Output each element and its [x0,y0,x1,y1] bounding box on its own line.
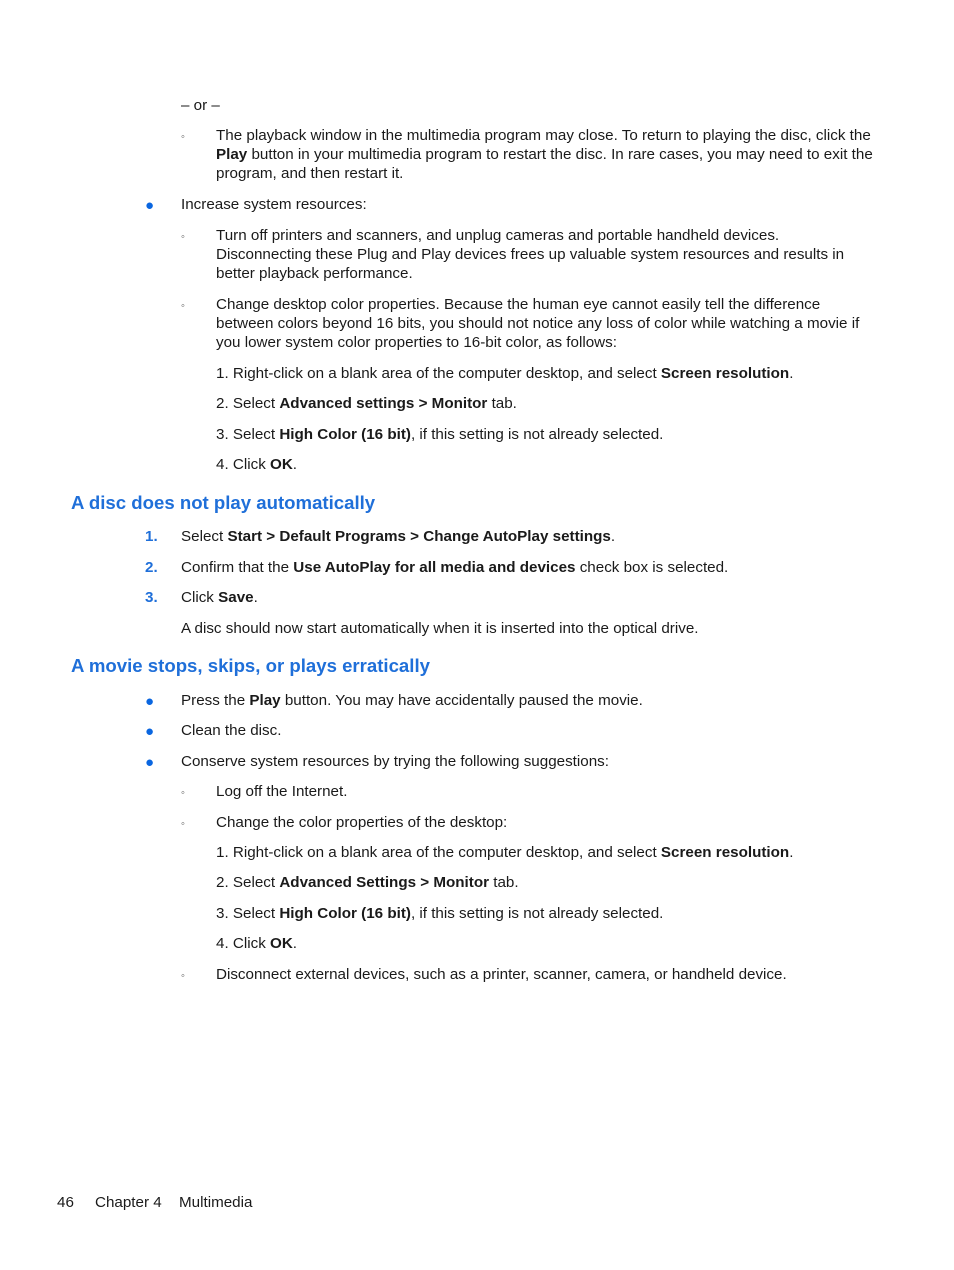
text-run: 4. Click [216,935,271,952]
text-run: , if this setting is not already selected. [410,426,664,443]
bold-run: OK [270,935,293,952]
autoplay-step-3 [181,588,258,607]
text-run: button. You may have accidentally paused the movie. [280,692,643,709]
change-color-properties-item: Change the color properties of the desktop: [216,814,508,831]
bold-run: Screen resolution [660,844,790,861]
autoplay-step-1 [181,527,615,546]
text-run: tab. [489,874,519,891]
sub-bullet-marker: ◦ [181,131,185,143]
bullet-marker: ● [145,197,155,214]
increase-resources-item: Increase system resources: [181,196,367,213]
text-run: , if this setting is not already selected. [410,905,664,922]
sub-bullet-marker: ◦ [181,970,185,982]
text-run: 3. Select [216,905,280,922]
text-run: . [292,456,298,473]
log-off-item: Log off the Internet. [216,783,348,800]
bullet-marker: ● [145,693,155,710]
sub-bullet-marker: ◦ [181,787,185,799]
footer-chapter: Chapter 4 [95,1194,162,1211]
color-step-2 [216,873,519,892]
text-run: Press the [181,692,250,709]
press-play-item [181,691,643,710]
turn-off-printers-item: Turn off printers and scanners, and unplug cameras and portable handheld devices. Disconnecting these Plug and Play devices frees up valuable system resources and results in better playback performance. [216,227,845,282]
text-run: . [610,528,616,545]
bullet-marker: ● [145,754,155,771]
color-step-3 [216,425,663,444]
bold-run: Save [218,589,254,606]
clean-disc-item: Clean the disc. [181,722,282,739]
text-run: 2. Select [216,395,280,412]
bold-run: Play [249,692,281,709]
color-step-4 [216,934,297,953]
bold-run: High Color (16 bit) [279,905,411,922]
bold-run: Start > Default Programs > Change AutoPlay settings [227,528,611,545]
bold-run: High Color (16 bit) [279,426,411,443]
bold-run: Advanced settings > Monitor [279,395,488,412]
text-run: . [292,935,298,952]
color-step-1 [216,364,793,383]
color-step-1 [216,843,793,862]
text-run: tab. [487,395,517,412]
disconnect-devices-item: Disconnect external devices, such as a printer, scanner, camera, or handheld device. [216,966,787,983]
text-run: The playback window in the multimedia program may close. To return to playing the disc, click the [216,127,871,144]
autoplay-step-2 [181,558,728,577]
sub-bullet-marker: ◦ [181,231,185,243]
step-number: 1. [145,528,158,545]
bold-run: Use AutoPlay for all media and devices [293,559,576,576]
page-number: 46 [57,1194,74,1211]
text-run: 4. Click [216,456,271,473]
text-run: . [789,365,794,382]
text-run: Click [181,589,219,606]
text-run: . [789,844,794,861]
change-color-item: Change desktop color properties. Because the human eye cannot easily tell the difference between colors beyond 16 bits, you should not notice any loss of color while watching a movie if you lower system color properties to 16-bit color, as follows: [216,296,860,351]
text-run: 1. Right-click on a blank area of the computer desktop, and select [216,844,661,861]
text-run: Select [181,528,228,545]
text-run: 3. Select [216,426,280,443]
bold-run: Advanced Settings > Monitor [279,874,490,891]
text-run: Confirm that the [181,559,294,576]
section-heading-autoplay: A disc does not play automatically [71,492,376,513]
text-run: button in your multimedia program to restart the disc. In rare cases, you may need to exit the program, and then restart it. [216,146,873,182]
bold-run: OK [270,456,293,473]
playback-window-item [216,126,876,183]
or-separator: – or – [181,97,220,114]
bold-run: Screen resolution [660,365,790,382]
step-number: 3. [145,589,158,606]
conserve-resources-item: Conserve system resources by trying the following suggestions: [181,753,609,770]
text-run: 1. Right-click on a blank area of the computer desktop, and select [216,365,661,382]
step-number: 2. [145,559,158,576]
color-step-3 [216,904,663,923]
color-step-2 [216,394,517,413]
footer-title: Multimedia [179,1194,253,1211]
bold-run: Play [216,146,248,163]
color-step-4 [216,455,297,474]
bullet-marker: ● [145,723,155,740]
sub-bullet-marker: ◦ [181,300,185,312]
text-run: check box is selected. [575,559,729,576]
text-run: . [253,589,258,606]
text-run: 2. Select [216,874,280,891]
sub-bullet-marker: ◦ [181,818,185,830]
section-heading-erratic: A movie stops, skips, or plays erratically [71,655,430,676]
autoplay-note: A disc should now start automatically when it is inserted into the optical drive. [181,620,699,637]
